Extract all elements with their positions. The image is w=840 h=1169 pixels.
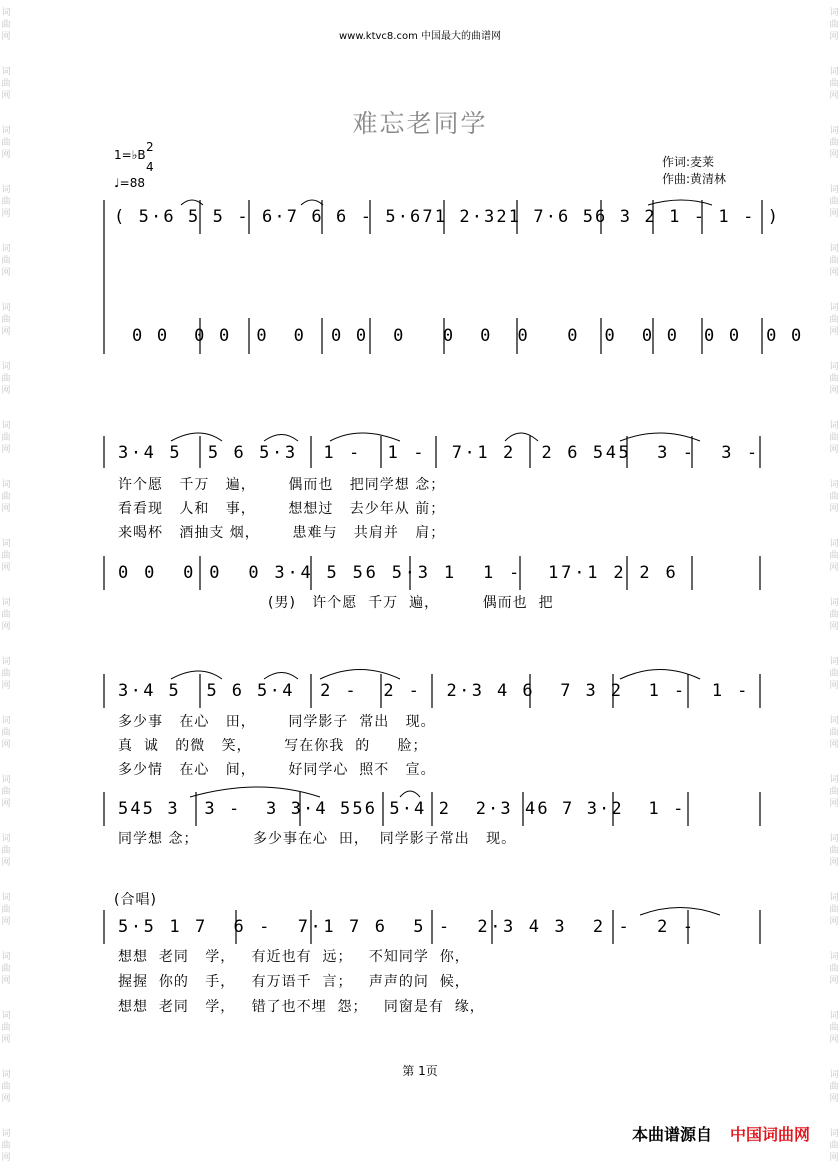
watermark-char: 曲 (829, 846, 839, 856)
watermark-char: 曲 (1, 492, 11, 502)
watermark-char: 网 (1, 504, 11, 514)
system3-lyric-2: 真 诚 的微 笑， 写在你我 的 脸； (118, 738, 428, 754)
watermark-char: 网 (829, 445, 839, 455)
watermark-char: 曲 (1, 905, 11, 915)
watermark-char: 网 (829, 858, 839, 868)
watermark-char: 词 (829, 8, 839, 18)
lyricist: 作词:麦莱 (662, 155, 715, 169)
watermark-char: 词 (1, 303, 11, 313)
watermark-char: 词 (1, 185, 11, 195)
watermark-char: 词 (1, 480, 11, 490)
watermark-char: 网 (1, 799, 11, 809)
watermark-char: 词 (1, 539, 11, 549)
watermark-char: 网 (829, 917, 839, 927)
watermark-char: 网 (829, 681, 839, 691)
system3-male-lyric: 同学想 念； 多少事在心 田， 同学影子常出 现。 (118, 831, 517, 847)
watermark-char: 词 (829, 126, 839, 136)
watermark-char: 词 (1, 8, 11, 18)
watermark-char: 网 (1, 1035, 11, 1045)
watermark-char: 曲 (829, 1141, 839, 1151)
watermark-char: 曲 (1, 1023, 11, 1033)
watermark-char: 词 (829, 657, 839, 667)
watermark-char: 网 (1, 858, 11, 868)
watermark-char: 词 (829, 834, 839, 844)
system3-melody: 3·4 5 5 6 5·4 2 - 2 - 2·3 4 6 7 3 2 1 - 1 - (118, 681, 750, 701)
chorus-label: (合唱) (114, 892, 157, 908)
watermark-char: 曲 (829, 551, 839, 561)
system3-male-line: 545 3 3 - 3 3·4 556 5·4 2 2·3 46 7 3·2 1 - (118, 799, 686, 819)
watermark-char: 网 (1, 327, 11, 337)
song-title: 难忘老同学 (352, 109, 488, 138)
key-signature: 1=♭B (114, 148, 146, 162)
watermark-char: 词 (1, 362, 11, 372)
watermark-char: 词 (1, 67, 11, 77)
watermark-char: 曲 (829, 610, 839, 620)
watermark-char: 网 (1, 1094, 11, 1104)
watermark-char: 网 (1, 681, 11, 691)
watermark-char: 词 (1, 893, 11, 903)
watermark-char: 词 (1, 421, 11, 431)
watermark-char: 网 (829, 91, 839, 101)
time-sig-bottom: 4 (146, 160, 154, 174)
watermark-char: 词 (829, 244, 839, 254)
system2-male-line: 0 0 0 0 0 3·4 5 56 5·3 1 1 - 17·1 2 2 6 (118, 563, 679, 583)
watermark-char: 词 (829, 775, 839, 785)
watermark-char: 词 (1, 775, 11, 785)
system2-lyric-2: 看看现 人和 事， 想想过 去少年从 前； (118, 501, 446, 517)
watermark-char: 曲 (829, 138, 839, 148)
watermark-char: 词 (829, 539, 839, 549)
watermark-char: 网 (1, 1153, 11, 1163)
watermark-char: 词 (829, 952, 839, 962)
watermark-char: 网 (829, 268, 839, 278)
watermark-char: 词 (1, 598, 11, 608)
watermark-char: 网 (829, 622, 839, 632)
watermark-char: 网 (829, 799, 839, 809)
watermark-char: 曲 (1, 846, 11, 856)
watermark-char: 网 (1, 91, 11, 101)
tempo: ♩=88 (114, 176, 145, 190)
watermark-char: 词 (1, 952, 11, 962)
watermark-char: 网 (1, 386, 11, 396)
watermark-char: 网 (1, 917, 11, 927)
system2-lyric-3: 来喝杯 酒抽支 烟， 患难与 共肩并 肩； (118, 525, 446, 541)
watermark-char: 曲 (829, 492, 839, 502)
watermark-char: 词 (829, 1070, 839, 1080)
watermark-char: 网 (829, 1035, 839, 1045)
watermark-char: 网 (1, 622, 11, 632)
watermark-char: 网 (829, 563, 839, 573)
watermark-char: 曲 (1, 551, 11, 561)
watermark-char: 词 (1, 1070, 11, 1080)
watermark-char: 词 (829, 598, 839, 608)
watermark-char: 曲 (1, 79, 11, 89)
watermark-char: 曲 (829, 433, 839, 443)
watermark-char: 词 (829, 421, 839, 431)
watermark-char: 曲 (1, 728, 11, 738)
watermark-char: 曲 (829, 1082, 839, 1092)
watermark-char: 曲 (829, 669, 839, 679)
watermark-char: 曲 (829, 197, 839, 207)
watermark-char: 词 (829, 1129, 839, 1139)
watermark-char: 网 (1, 150, 11, 160)
watermark-char: 曲 (829, 964, 839, 974)
watermark-char: 网 (829, 1153, 839, 1163)
system4-lyric-2: 握握 你的 手， 有万语千 言； 声声的问 候， (118, 974, 470, 990)
watermark-char: 词 (829, 185, 839, 195)
watermark-char: 网 (829, 150, 839, 160)
system1-bass: 0 0 0 0 0 0 0 0 0 0 0 0 0 0 0 0 0 0 0 0 (132, 326, 804, 346)
watermark-char: 网 (829, 1094, 839, 1104)
watermark-char: 词 (829, 480, 839, 490)
watermark-char: 曲 (1, 964, 11, 974)
watermark-char: 词 (1, 244, 11, 254)
time-sig-top: 2 (146, 140, 154, 154)
watermark-char: 曲 (1, 138, 11, 148)
watermark-char: 网 (1, 563, 11, 573)
watermark-char: 网 (829, 327, 839, 337)
watermark-char: 词 (829, 67, 839, 77)
watermark-char: 曲 (829, 1023, 839, 1033)
watermark-char: 词 (829, 1011, 839, 1021)
watermark-char: 曲 (829, 79, 839, 89)
watermark-char: 曲 (829, 315, 839, 325)
watermark-char: 曲 (829, 256, 839, 266)
watermark-char: 网 (829, 386, 839, 396)
system3-lyric-1: 多少事 在心 田， 同学影子 常出 现。 (118, 714, 436, 730)
watermark-char: 网 (1, 740, 11, 750)
system2-lyric-1: 许个愿 千万 遍， 偶而也 把同学想 念； (118, 477, 446, 493)
watermark-char: 曲 (1, 256, 11, 266)
system4-melody: 5·5 1 7 6 - 7·1 7 6 5 - 2·3 4 3 2 - 2 - (118, 917, 696, 937)
watermark-char: 网 (1, 268, 11, 278)
watermark-char: 词 (1, 657, 11, 667)
watermark-char: 曲 (829, 728, 839, 738)
watermark-char: 网 (1, 976, 11, 986)
watermark-char: 词 (1, 716, 11, 726)
watermark-char: 曲 (1, 197, 11, 207)
watermark-char: 曲 (1, 787, 11, 797)
watermark-char: 词 (1, 126, 11, 136)
watermark-char: 网 (829, 504, 839, 514)
watermark-char: 网 (1, 445, 11, 455)
system2-melody: 3·4 5 5 6 5·3 1 - 1 - 7·1 2 2 6 545 3 - 3 - (118, 443, 760, 463)
watermark-char: 词 (829, 893, 839, 903)
watermark-char: 曲 (829, 374, 839, 384)
watermark-char: 曲 (829, 20, 839, 30)
watermark-char: 词 (829, 362, 839, 372)
page-number: 第 1页 (402, 1064, 438, 1078)
watermark-char: 词 (829, 303, 839, 313)
watermark-char: 曲 (1, 1141, 11, 1151)
header-site: www.ktvc8.com 中国最大的曲谱网 (338, 31, 501, 42)
source-label: 本曲谱源自 (631, 1125, 712, 1144)
watermark-char: 曲 (1, 374, 11, 384)
watermark-char: 词 (1, 1011, 11, 1021)
watermark-char: 词 (1, 1129, 11, 1139)
watermark-char: 网 (829, 976, 839, 986)
system3-lyric-3: 多少情 在心 间， 好同学心 照不 宣。 (118, 762, 436, 778)
watermark-char: 曲 (1, 610, 11, 620)
watermark-char: 网 (829, 32, 839, 42)
watermark-char: 曲 (1, 315, 11, 325)
system4-lyric-1: 想想 老同 学， 有近也有 远； 不知同学 你， (118, 949, 470, 965)
watermark-char: 曲 (1, 1082, 11, 1092)
watermark-char: 网 (1, 209, 11, 219)
system1-melody: ( 5·6 5 5 - 6·7 6 6 - 5·671 2·321 7·6 56 3 2 1 - 1 - ) (114, 207, 781, 227)
watermark-char: 网 (829, 740, 839, 750)
watermark-char: 词 (1, 834, 11, 844)
composer: 作曲:黄清林 (662, 172, 727, 186)
watermark-char: 曲 (829, 905, 839, 915)
watermark-char: 词 (829, 716, 839, 726)
system2-male-lyric: (男) 许个愿 千万 遍， 偶而也 把 (268, 595, 554, 611)
watermark-char: 曲 (1, 433, 11, 443)
watermark-char: 网 (1, 32, 11, 42)
watermark-char: 网 (829, 209, 839, 219)
source-site-link[interactable]: 中国词曲网 (729, 1125, 810, 1144)
watermark-char: 曲 (1, 669, 11, 679)
watermark-char: 曲 (829, 787, 839, 797)
watermark-char: 曲 (1, 20, 11, 30)
system4-lyric-3: 想想 老同 学， 错了也不埋 怨； 同窗是有 缘， (118, 999, 485, 1015)
